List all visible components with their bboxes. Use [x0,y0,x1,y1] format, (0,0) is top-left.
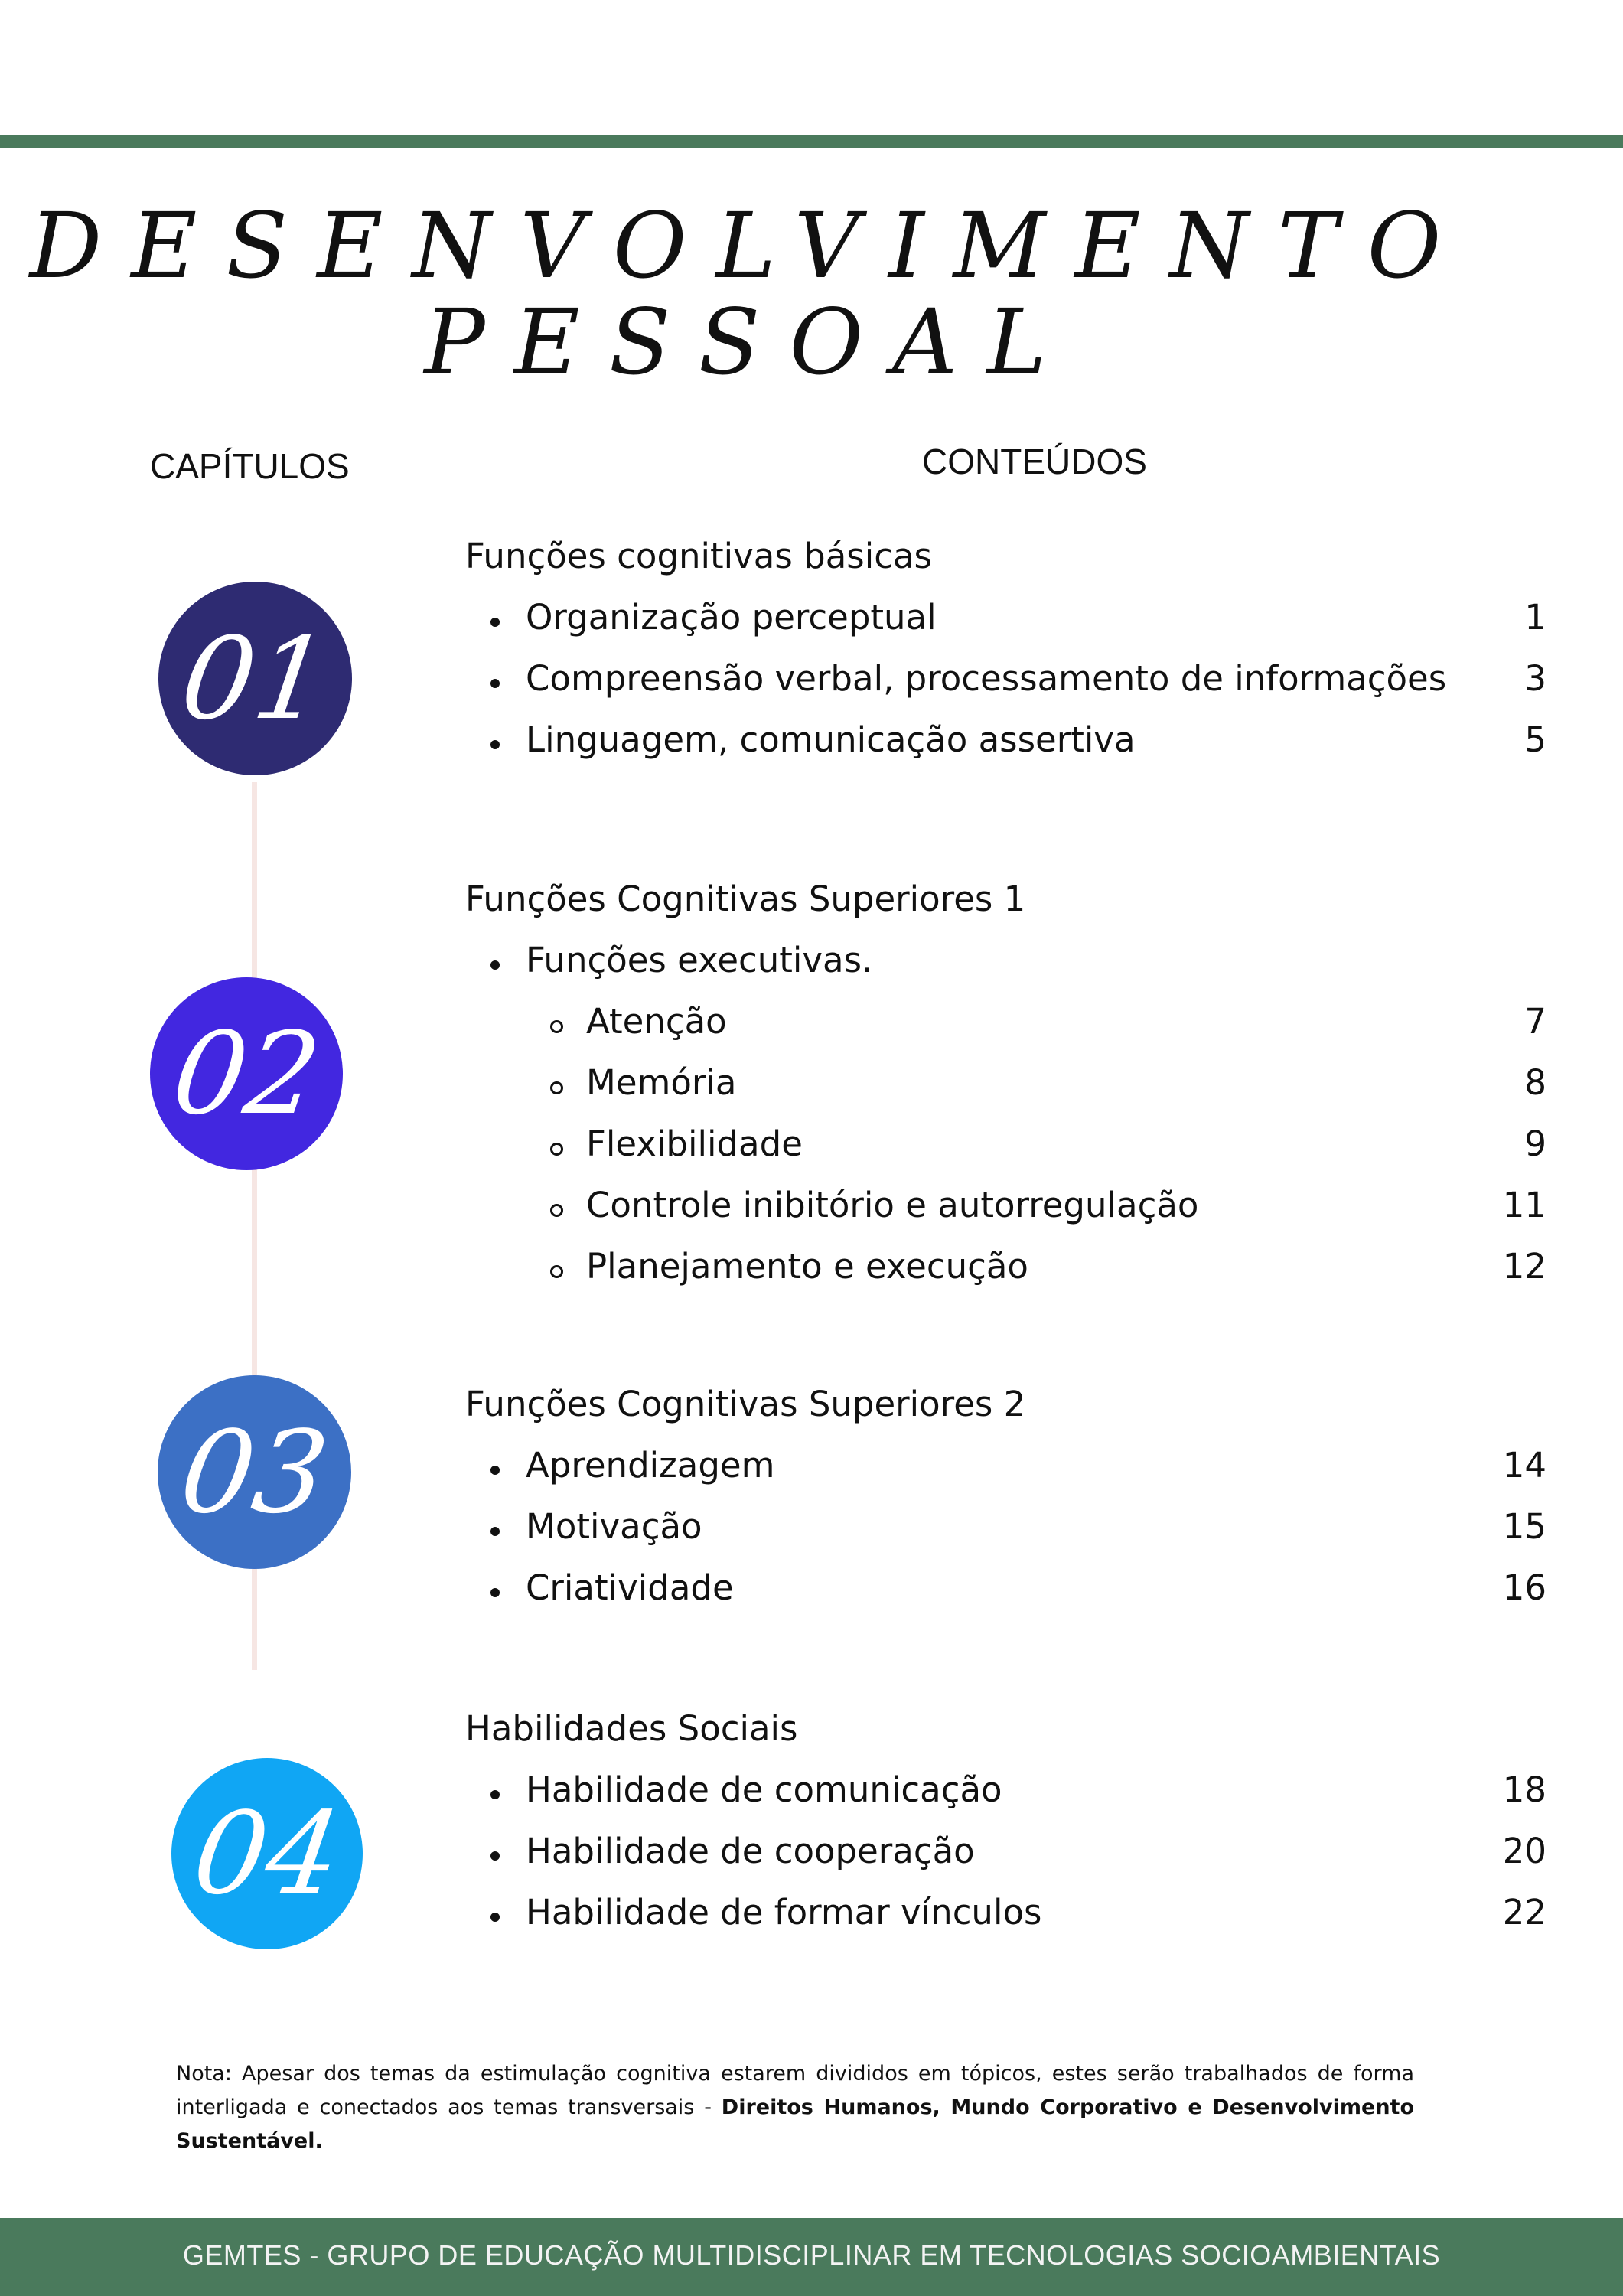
bullet-icon [490,679,500,688]
bullet-icon [490,1790,500,1799]
toc-item-page: 8 [1524,1062,1546,1103]
ring-bullet-icon [550,1204,563,1217]
toc-item-page: 15 [1502,1506,1546,1547]
contents-header: CONTEÚDOS [922,442,1147,481]
bullet-icon [490,1527,500,1536]
chapter-number: 01 [174,612,337,745]
toc-item-label: Aprendizagem [526,1445,775,1486]
toc-item-page: 9 [1524,1124,1546,1164]
toc-item [0,1445,1623,1491]
toc-subitem [0,1124,1623,1169]
toc-subitem [0,1246,1623,1292]
chapter-number: 04 [185,1788,349,1919]
toc-item-label: Funções executivas. [526,940,873,980]
toc-item-label: Memória [586,1062,737,1103]
top-rule [0,135,1623,148]
toc-item-page: 7 [1524,1001,1546,1042]
toc-item-page: 11 [1502,1185,1546,1225]
footnote-bold: Direitos Humanos, Mundo Corporativo e Desenvolvimento Sustentável. [176,2095,1414,2153]
toc-item-page: 14 [1502,1445,1546,1486]
toc-item-label: Habilidade de comunicação [526,1769,1002,1810]
toc-item-page: 18 [1502,1769,1546,1810]
toc-item [0,1506,1623,1552]
chapter-number: 03 [173,1406,336,1538]
bullet-icon [490,740,500,749]
toc-item-label: Planejamento e execução [586,1246,1028,1287]
footer-bar [0,2218,1623,2296]
section-title: Habilidades Sociais [465,1708,798,1749]
toc-item-label: Habilidade de cooperação [526,1831,975,1871]
section-title: Funções Cognitivas Superiores 1 [465,879,1026,919]
toc-item-label: Compreensão verbal, processamento de informações [526,658,1447,699]
toc-item [0,1831,1623,1877]
page-title-line-2: PESSOAL [424,289,1076,395]
toc-item-label: Organização perceptual [526,597,937,638]
toc-item-page: 1 [1524,597,1546,638]
footer-text: GEMTES - GRUPO DE EDUCAÇÃO MULTIDISCIPLINAR EM TECNOLOGIAS SOCIOAMBIENTAIS [182,2239,1441,2271]
bullet-icon [490,960,500,970]
toc-item [0,1769,1623,1815]
bullet-icon [490,1588,500,1597]
chapters-header: CAPÍTULOS [150,446,350,486]
toc-item-label: Criatividade [526,1567,734,1608]
section-title: Funções cognitivas básicas [465,536,932,576]
toc-subitem [0,1185,1623,1231]
toc-item [0,658,1623,704]
bullet-icon [490,1913,500,1922]
footnote-text: Nota: Apesar dos temas da estimulação cognitiva estarem divididos em tópicos, estes serão trabalhados de forma interligada e conectados aos temas transversais - [176,2062,1414,2119]
ring-bullet-icon [550,1020,563,1033]
bullet-icon [490,1466,500,1475]
toc-item-page: 16 [1502,1567,1546,1608]
toc-item-label: Atenção [586,1001,727,1042]
bullet-icon [490,1851,500,1861]
toc-item [0,719,1623,765]
toc-item [0,940,1623,986]
toc-subitem [0,1062,1623,1108]
toc-item [0,597,1623,643]
toc-item-label: Controle inibitório e autorregulação [586,1185,1199,1225]
bullet-icon [490,618,500,627]
toc-item-label: Linguagem, comunicação assertiva [526,719,1136,760]
ring-bullet-icon [550,1143,563,1156]
toc-item-page: 20 [1502,1831,1546,1871]
toc-item-label: Habilidade de formar vínculos [526,1892,1042,1932]
chapter-number: 02 [165,1008,328,1140]
toc-item-page: 12 [1502,1246,1546,1287]
section-title: Funções Cognitivas Superiores 2 [465,1384,1026,1424]
toc-item-page: 5 [1524,719,1546,760]
ring-bullet-icon [550,1265,563,1278]
toc-item-page: 3 [1524,658,1546,699]
footnote [176,2057,1414,2158]
toc-item [0,1567,1623,1613]
toc-item-label: Flexibilidade [586,1124,803,1164]
ring-bullet-icon [550,1081,563,1094]
toc-subitem [0,1001,1623,1047]
toc-item [0,1892,1623,1938]
page-title-line-1: DESENVOLVIMENTO [29,193,1471,298]
toc-item-page: 22 [1502,1892,1546,1932]
toc-item-label: Motivação [526,1506,702,1547]
